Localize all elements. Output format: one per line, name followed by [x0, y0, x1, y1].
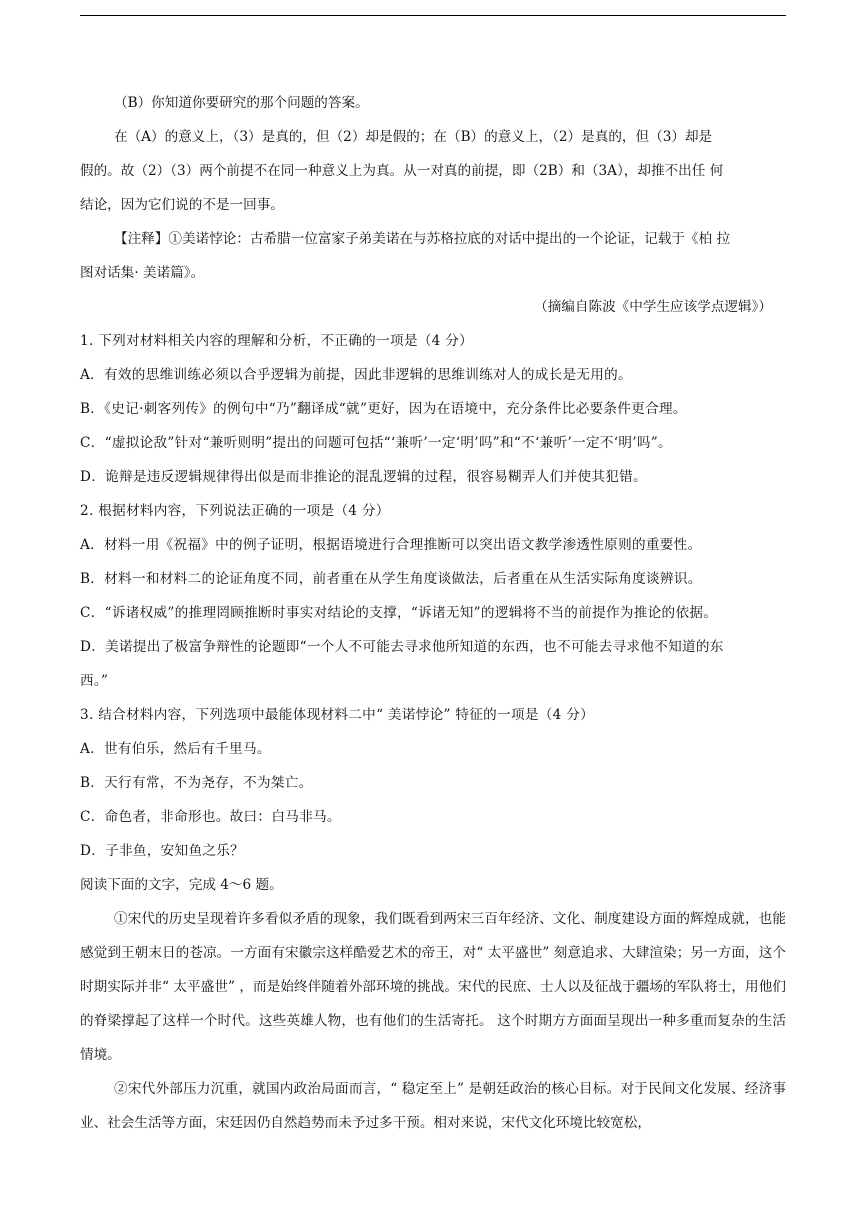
question-2-stem: 2. 根据材料内容，下列说法正确的一项是（4 分）	[80, 503, 390, 519]
question-1-option-c: C．“虚拟论敌”针对“兼听则明”提出的问题可包括“‘兼听’一定‘明’吗”和“不‘兼听’一定不‘明’吗”。	[80, 435, 672, 451]
note-line: 【注释】①美诺悖论：古希腊一位富家子弟美诺在与苏格拉底的对话中提出的一个论证，记载于《柏 拉	[114, 231, 731, 247]
passage-paragraph-1: ①宋代的历史呈现着许多看似矛盾的现象，我们既看到两宋三百年经济、文化、制度建设方面的辉煌成就，也能感觉到王朝末日的苍凉。一方面有宋徽宗这样酷爱艺术的帝王，对“ 太平盛世” 刻意追求、大肆渲染；另一方面，这个时期实际并非“ 太平盛世” ，而是始终伴随着外部环境的挑战。宋代的民庶、士人以及征战于疆场的军队将士，用他们的脊梁撑起了这样一个时代。这些英雄人物，也有他们的生活寄托。 这个时期方方面面呈现出一种多重而复杂的生活情境。	[80, 911, 786, 1063]
question-3-stem: 3. 结合材料内容，下列选项中最能体现材料二中“ 美诺悖论” 特征的一项是（4 分）	[80, 707, 594, 723]
question-3-option-c: C．命色者，非命形也。故曰：白马非马。	[80, 809, 341, 825]
paragraph-line: 在（A）的意义上，（3）是真的，但（2）却是假的；在（B）的意义上，（2）是真的，但（3）却是	[114, 129, 713, 145]
paragraph-line: 假的。故（2）（3）两个前提不在同一种意义上为真。从一对真的前提，即（2B）和（3A），却推不出任 何	[80, 163, 724, 179]
question-2-option-d: D．美诺提出了极富争辩性的论题即“一个人不可能去寻求他所知道的东西，也不可能去寻求他不知道的东	[80, 639, 724, 655]
question-1-option-a: A．有效的思维训练必须以合乎逻辑为前提，因此非逻辑的思维训练对人的成长是无用的。	[80, 367, 632, 383]
question-2-option-b: B．材料一和材料二的论证角度不同，前者重在从学生角度谈做法，后者重在从生活实际角度谈辨识。	[80, 571, 702, 587]
header-rule	[80, 15, 786, 16]
reading-intro: 阅读下面的文字，完成 4～6 题。	[80, 877, 283, 893]
paragraph-line: 结论，因为它们说的不是一回事。	[80, 197, 284, 213]
question-2-option-c: C．“诉诸权威”的推理罔顾推断时事实对结论的支撑，“诉诸无知”的逻辑将不当的前提作为推论的依据。	[80, 605, 718, 621]
question-1-option-d: D．诡辩是违反逻辑规律得出似是而非推论的混乱逻辑的过程，很容易糊弄人们并使其犯错。	[80, 469, 647, 485]
question-3-option-a: A．世有伯乐，然后有千里马。	[80, 741, 271, 757]
question-2-option-d-cont: 西。”	[80, 673, 109, 689]
question-3-option-d: D．子非鱼，安知鱼之乐？	[80, 843, 245, 859]
question-1-option-b: B．《史记·刺客列传》的例句中“乃”翻译成“就”更好，因为在语境中，充分条件比必要条件更合理。	[80, 401, 687, 417]
note-line: 图对话集· 美诺篇》。	[80, 265, 205, 281]
passage-paragraph-2: ②宋代外部压力沉重，就国内政治局面而言，“ 稳定至上” 是朝廷政治的核心目标。对于民间文化发展、经济事业、社会生活等方面，宋廷因仍自然趋势而未予过多干预。相对来说，宋代文化环境比较宽松，	[80, 1081, 786, 1131]
question-1-stem: 1. 下列对材料相关内容的理解和分析，不正确的一项是（4 分）	[80, 333, 473, 349]
document-page	[80, 86, 786, 1140]
source-citation: （摘编自陈波《中学生应该学点逻辑》）	[534, 299, 772, 315]
question-3-option-b: B．天行有常，不为尧存，不为桀亡。	[80, 775, 313, 791]
question-2-option-a: A．材料一用《祝福》中的例子证明，根据语境进行合理推断可以突出语文教学渗透性原则的重要性。	[80, 537, 702, 553]
definition-b: （B）你知道你要研究的那个问题的答案。	[114, 95, 369, 111]
